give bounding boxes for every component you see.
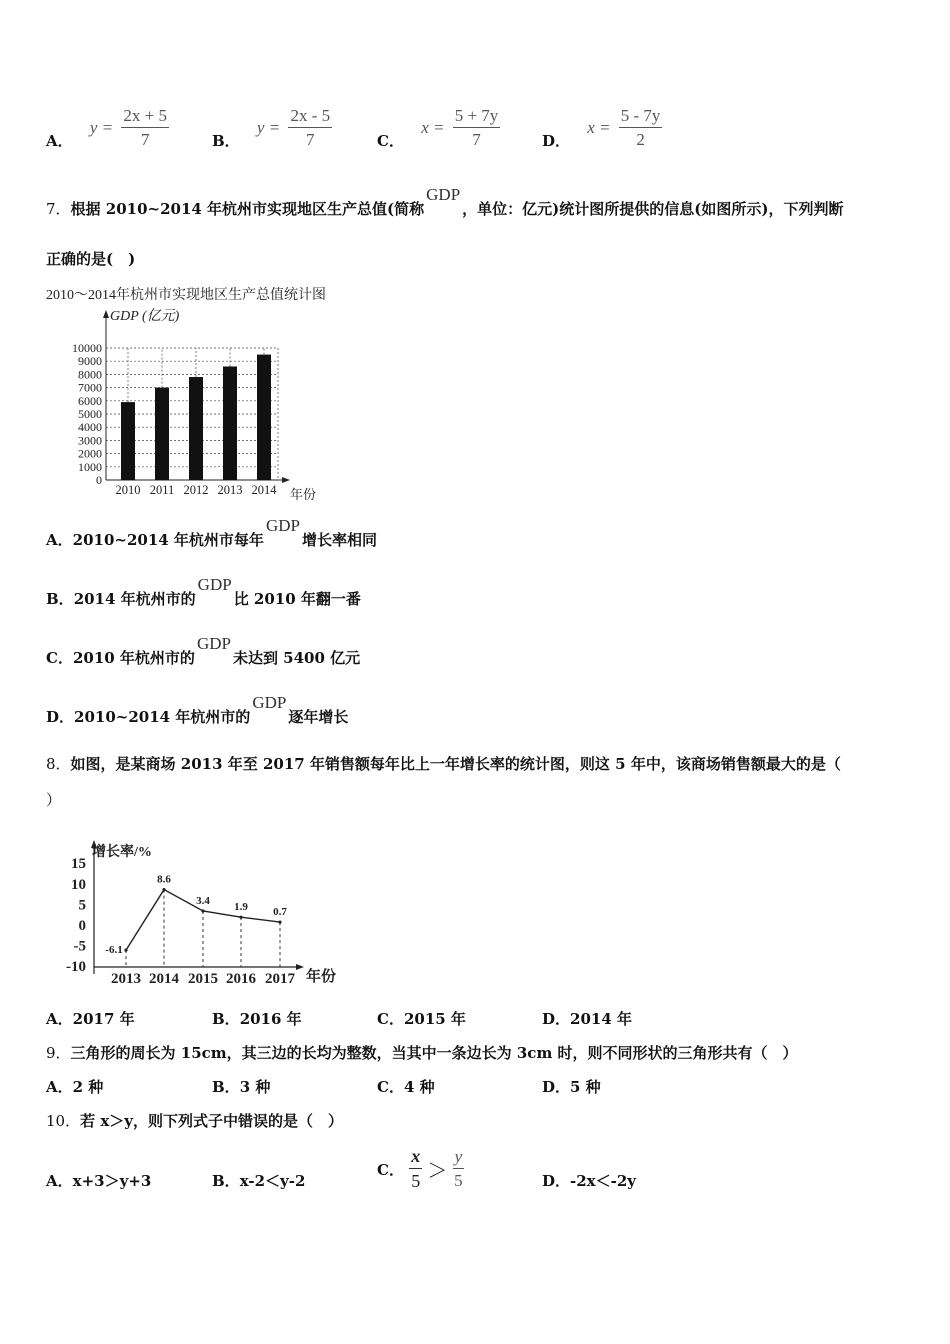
- q10-text: 若 x＞y，则下列式子中错误的是（ ）: [80, 1112, 343, 1130]
- y-tick-label: 10000: [72, 341, 102, 355]
- numerator: 2x - 5: [288, 106, 332, 128]
- option-text: 2 种: [72, 1078, 104, 1096]
- y-tick-labels: [66, 856, 86, 975]
- y-tick-label: 6000: [78, 393, 102, 408]
- q9-stem: [46, 1042, 798, 1063]
- y-axis-arrow: [103, 310, 109, 318]
- option-text-pre: 2010~2014 年杭州市每年: [72, 531, 264, 549]
- option-text: x+3＞y+3: [72, 1172, 152, 1190]
- q9-option-c[interactable]: [377, 1076, 435, 1097]
- numerator: x: [409, 1146, 422, 1169]
- x-axis-arrow: [282, 477, 290, 483]
- bar-2012: [189, 377, 203, 480]
- growth-line-chart: [52, 836, 352, 988]
- relation-symbol: ＞: [427, 1158, 448, 1183]
- denominator: 5: [454, 1171, 463, 1190]
- equation-lhs: y =: [89, 118, 114, 137]
- q9-text: 三角形的周长为 15cm，其三边的长均为整数，当其中一条边长为 3cm 时，则不同形状的三角形共有（ ）: [70, 1044, 798, 1062]
- option-label: A．: [46, 531, 73, 549]
- option-text-post: 逐年增长: [288, 708, 349, 726]
- q6-option-c[interactable]: [377, 106, 500, 150]
- y-tick-label: 7000: [78, 380, 102, 395]
- q7-text-part2: ，单位：亿元)统计图所提供的信息(如图所示)，下列判断: [462, 200, 844, 218]
- q9-option-b[interactable]: [212, 1076, 270, 1097]
- q7-option-b[interactable]: [46, 575, 361, 609]
- fraction: [453, 106, 501, 150]
- x-tick-label: 2010: [115, 483, 141, 497]
- q9-option-a[interactable]: [46, 1076, 103, 1097]
- q7-stem-line1: [46, 185, 844, 219]
- chart-title: 2010～2014年杭州市实现地区生产总值统计图: [46, 288, 326, 303]
- y-tick-label: 10: [71, 876, 86, 893]
- x-tick-label: 2011: [149, 483, 175, 497]
- y-tick-label: 0: [96, 473, 102, 487]
- x-tick-labels: [111, 971, 296, 987]
- q10-option-b[interactable]: [212, 1170, 305, 1191]
- y-tick-label: 3000: [78, 433, 102, 448]
- option-text-post: 未达到 5400 亿元: [232, 649, 361, 667]
- gdp-term: GDP: [196, 634, 231, 653]
- option-label: C．: [46, 649, 73, 667]
- gdp-term: GDP: [197, 575, 232, 594]
- q7-stem-line2: 正确的是( ): [46, 250, 136, 268]
- x-tick-label: 2013: [217, 483, 243, 497]
- numerator: 5 - 7y: [619, 106, 663, 128]
- x-axis-label: 年份: [290, 487, 317, 502]
- gdp-bar-chart: [44, 282, 364, 504]
- data-label: -6.1: [105, 944, 123, 957]
- y-tick-label: 1000: [78, 459, 102, 474]
- option-text: 3 种: [239, 1078, 271, 1096]
- q8-option-a[interactable]: [46, 1008, 135, 1029]
- y-tick-label: 2000: [78, 446, 102, 461]
- q10-stem: [46, 1110, 343, 1131]
- option-text: 2014 年: [570, 1010, 632, 1028]
- option-label: D．: [542, 1010, 571, 1028]
- data-label: 8.6: [157, 873, 171, 886]
- numerator: 5 + 7y: [453, 106, 501, 128]
- bar-2014: [257, 355, 271, 480]
- fraction: [288, 106, 332, 150]
- option-label: C．: [377, 1161, 404, 1179]
- q8-option-b[interactable]: [212, 1008, 302, 1029]
- x-tick-label: 2016: [226, 971, 256, 987]
- option-label: A．: [46, 132, 73, 150]
- y-axis-label: 增长率/%: [92, 845, 152, 860]
- data-point-2014: [162, 888, 165, 891]
- q8-option-d[interactable]: [542, 1008, 632, 1029]
- q9-option-d[interactable]: [542, 1076, 601, 1097]
- q10-option-d[interactable]: [542, 1170, 636, 1191]
- option-label: A．: [46, 1078, 73, 1096]
- data-label: 0.7: [273, 906, 287, 919]
- denominator: 7: [140, 130, 150, 149]
- x-tick-labels: [116, 483, 278, 497]
- option-label: B．: [212, 1078, 240, 1096]
- numerator: y: [453, 1147, 465, 1169]
- question-number: 9．: [46, 1044, 71, 1062]
- y-tick-label: 4000: [78, 420, 102, 435]
- denominator: 7: [472, 130, 481, 149]
- option-text: x-2＜y-2: [239, 1172, 306, 1190]
- option-label: B．: [212, 1172, 240, 1190]
- equation-lhs: x =: [587, 118, 611, 137]
- y-tick-label: 15: [71, 856, 86, 873]
- x-tick-label: 2014: [149, 971, 179, 987]
- option-text: 2015 年: [403, 1010, 466, 1028]
- option-label: A．: [46, 1172, 73, 1190]
- option-text-pre: 2014 年杭州市的: [73, 590, 196, 608]
- fraction-right: [453, 1147, 465, 1191]
- q7-text-part1: 根据 2010~2014 年杭州市实现地区生产总值(简称: [70, 200, 425, 218]
- option-label: C．: [377, 1078, 404, 1096]
- fraction: [121, 106, 169, 150]
- y-tick-label: 8000: [78, 367, 102, 382]
- option-label: B．: [212, 1010, 240, 1028]
- option-label: D．: [542, 1172, 571, 1190]
- option-text: -2x＜-2y: [570, 1172, 636, 1190]
- option-label: D．: [46, 708, 75, 726]
- q6-option-a[interactable]: [46, 106, 169, 150]
- q8-stem-line1: [46, 753, 841, 774]
- option-text-pre: 2010~2014 年杭州市的: [74, 708, 251, 726]
- x-axis-arrow: [296, 964, 304, 970]
- y-tick-labels: [72, 341, 102, 487]
- option-label: C．: [377, 1010, 404, 1028]
- data-label: 1.9: [234, 901, 248, 914]
- data-label: 3.4: [196, 894, 210, 907]
- q8-text-part1: 如图，是某商场 2013 年至 2017 年销售额每年比上一年增长率的统计图，则这 5 年中，该商场销售额最大的是（: [70, 755, 841, 773]
- x-tick-label: 2013: [111, 971, 141, 987]
- option-label: C．: [377, 132, 404, 150]
- data-labels: [105, 874, 287, 957]
- x-tick-label: 2015: [188, 971, 218, 987]
- y-tick-label: -10: [66, 959, 86, 976]
- gdp-term: GDP: [265, 516, 300, 535]
- question-number: 8．: [46, 755, 71, 773]
- data-point-2016: [239, 916, 242, 919]
- option-text: 2017 年: [72, 1010, 135, 1028]
- question-number: 10．: [46, 1112, 81, 1130]
- option-label: A．: [46, 1010, 73, 1028]
- denominator: 2: [636, 130, 645, 149]
- bar-2011: [155, 388, 169, 480]
- gdp-term: GDP: [426, 185, 461, 204]
- equation-lhs: y =: [256, 118, 281, 137]
- y-tick-label: 9000: [78, 354, 102, 369]
- y-tick-label: -5: [73, 938, 86, 955]
- q7-option-a[interactable]: [46, 516, 377, 550]
- bar-2013: [223, 366, 237, 480]
- q7-option-c[interactable]: [46, 634, 361, 668]
- option-label: B．: [46, 590, 74, 608]
- q10-option-c[interactable]: [377, 1146, 464, 1192]
- data-point-2015: [201, 909, 204, 912]
- fraction: [619, 106, 663, 150]
- numerator: 2x + 5: [121, 106, 169, 128]
- option-label: B．: [212, 132, 240, 150]
- data-point-2017: [278, 921, 281, 924]
- q8-stem-line2: ）: [46, 791, 62, 809]
- gdp-term: GDP: [252, 693, 287, 712]
- bars: [121, 355, 271, 480]
- q7-option-d[interactable]: [46, 693, 349, 727]
- option-label: D．: [542, 132, 571, 150]
- y-axis-label: GDP (亿元): [110, 309, 180, 324]
- y-tick-label: 5: [78, 897, 86, 914]
- option-text: 5 种: [570, 1078, 601, 1096]
- x-tick-label: 2017: [265, 971, 295, 987]
- q6-option-d[interactable]: [542, 106, 662, 150]
- q6-option-b[interactable]: [212, 106, 332, 150]
- q10-option-a[interactable]: [46, 1170, 151, 1191]
- option-text-pre: 2010 年杭州市的: [72, 649, 195, 667]
- option-text: 2016 年: [239, 1010, 302, 1028]
- fraction-left: [409, 1146, 422, 1192]
- x-tick-label: 2014: [251, 483, 277, 497]
- denominator: 7: [306, 130, 315, 149]
- y-tick-label: 0: [78, 918, 86, 934]
- y-tick-label: 5000: [78, 407, 102, 421]
- x-axis-label: 年份: [306, 969, 337, 985]
- option-text-post: 比 2010 年翻一番: [233, 590, 361, 608]
- x-tick-label: 2012: [183, 483, 209, 497]
- equation-lhs: x =: [421, 118, 445, 137]
- data-point-2013: [124, 949, 127, 952]
- option-label: D．: [542, 1078, 571, 1096]
- bar-2010: [121, 402, 135, 480]
- option-text-post: 增长率相同: [301, 531, 377, 549]
- option-text: 4 种: [403, 1078, 435, 1096]
- question-number: 7．: [46, 200, 71, 218]
- q8-option-c[interactable]: [377, 1008, 466, 1029]
- denominator: 5: [411, 1171, 421, 1191]
